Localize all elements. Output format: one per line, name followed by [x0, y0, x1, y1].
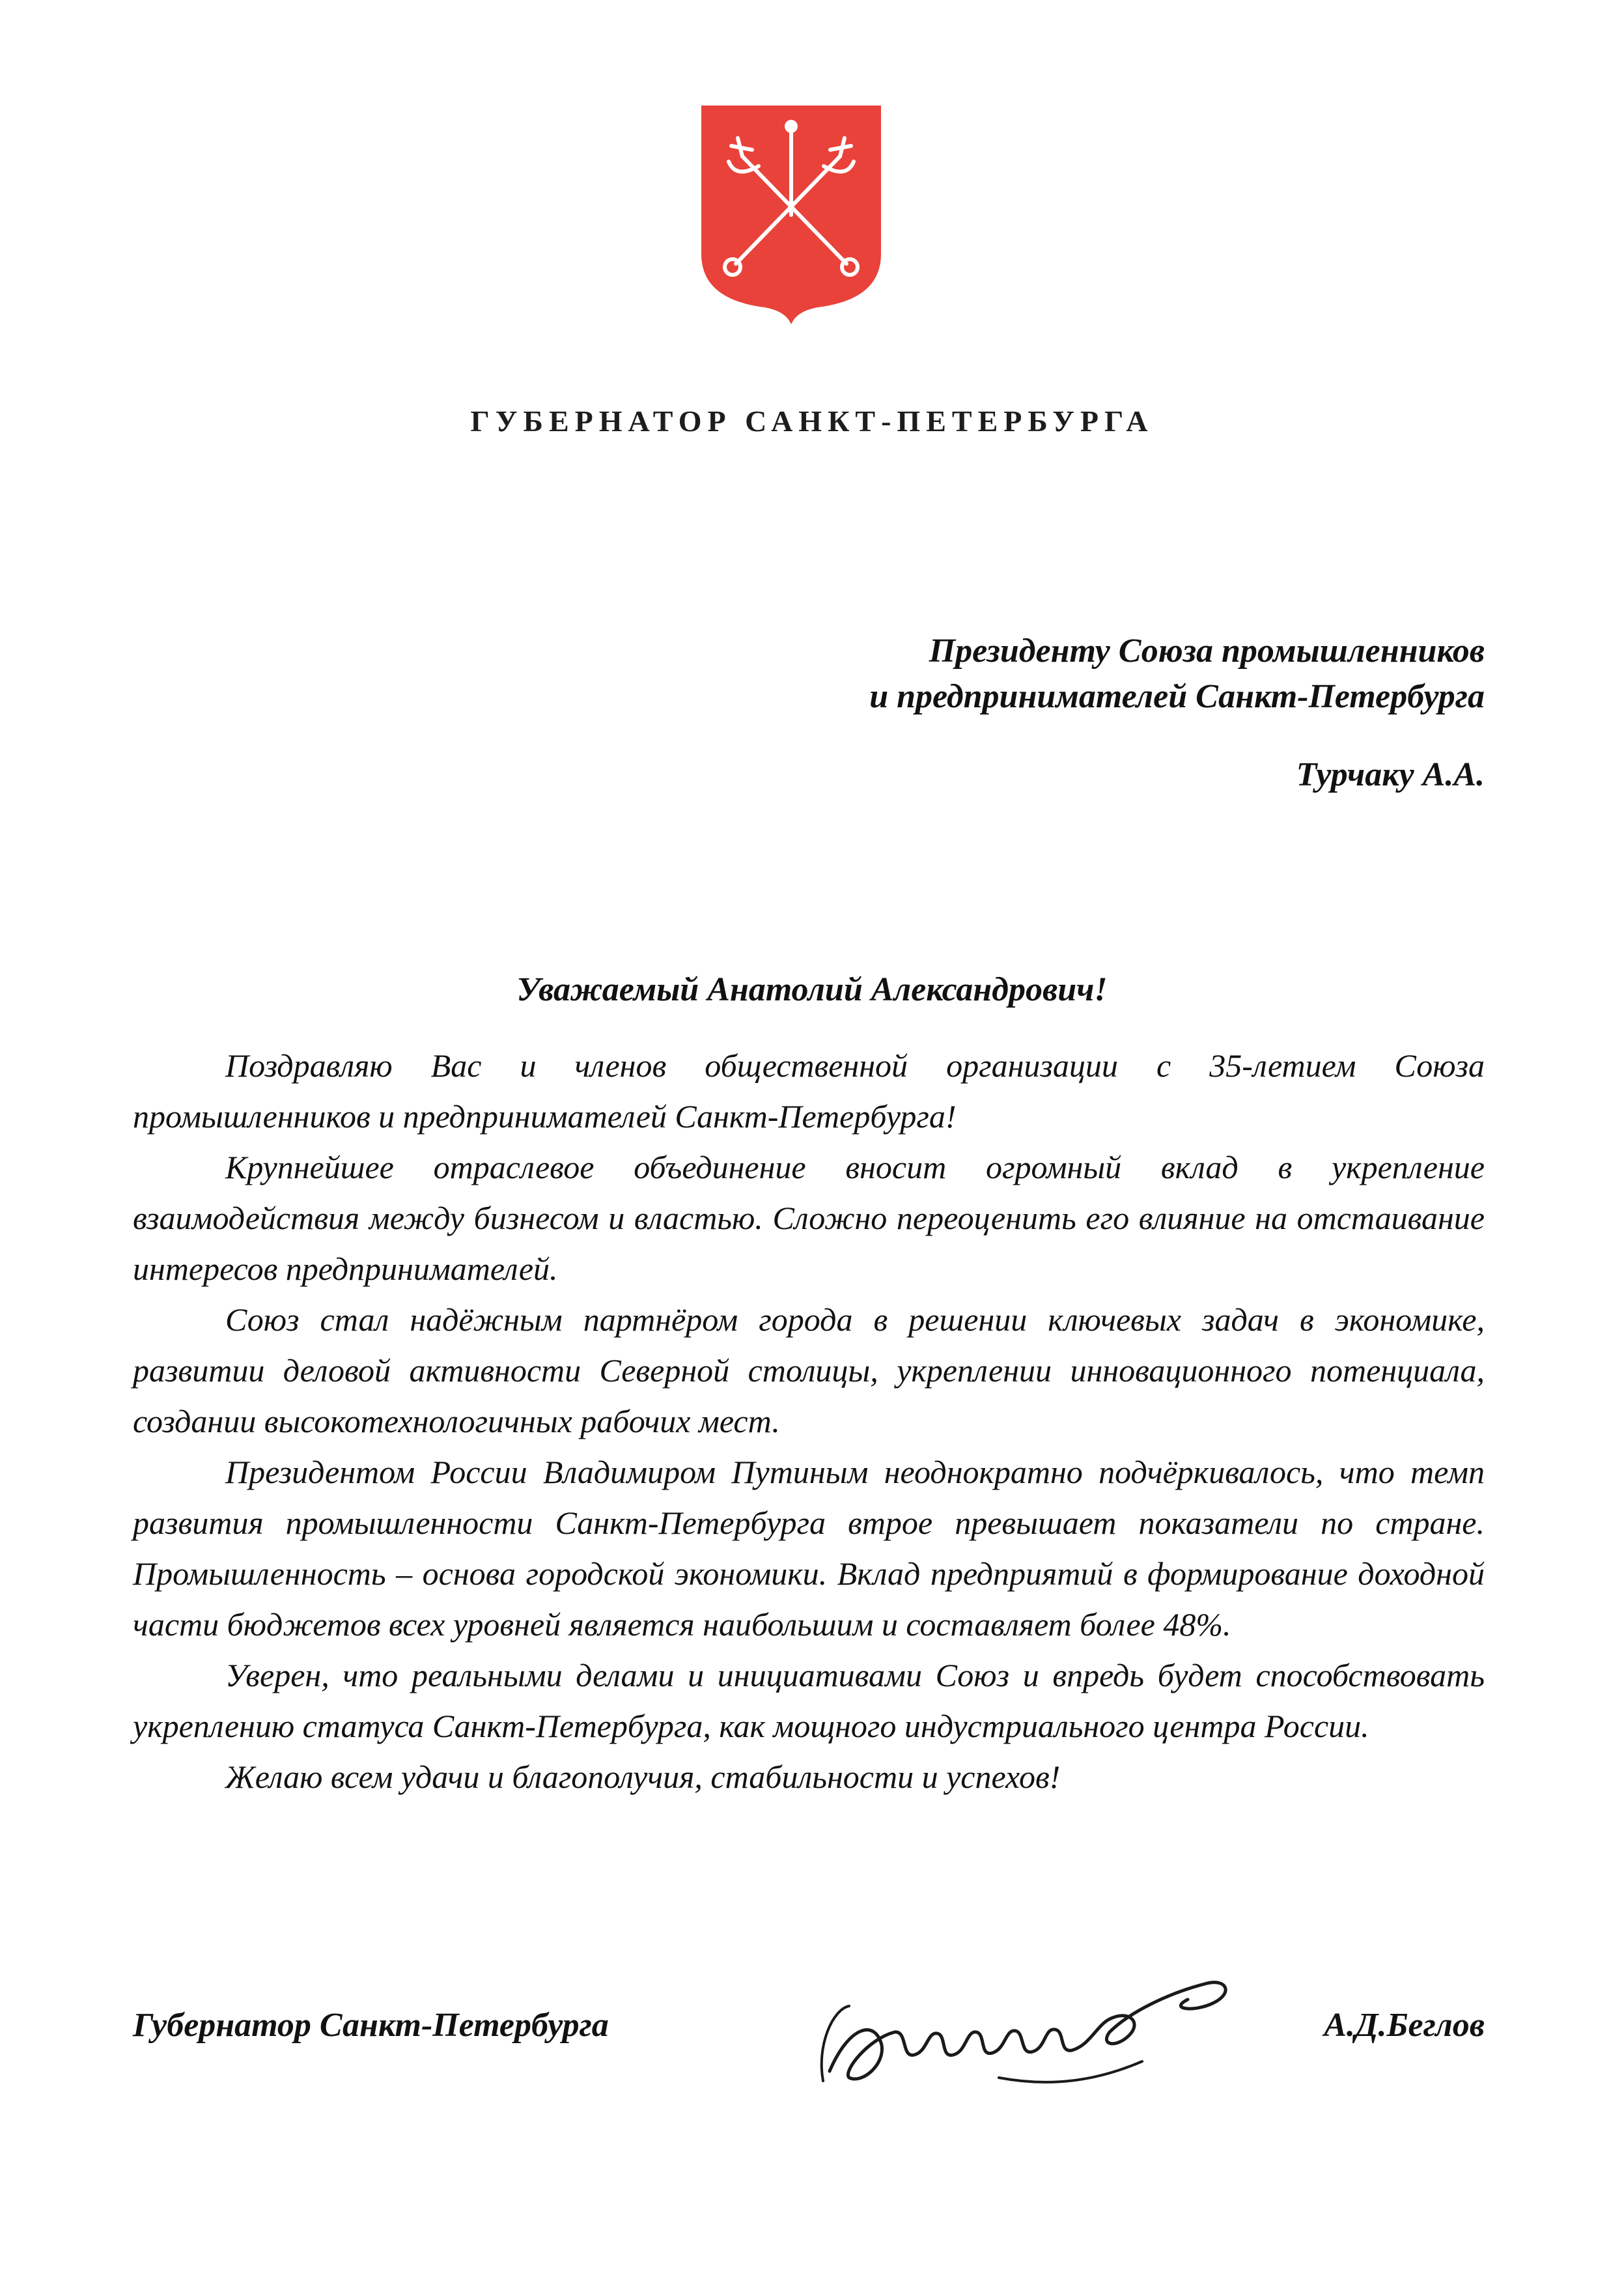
paragraph: Уверен, что реальными делами и инициативами Союз и впредь будет способствовать укреплению статуса Санкт-Петербурга, как мощного индустриального центра России.	[133, 1657, 1485, 1744]
addressee-line-2: и предпринимателей Санкт-Петербурга	[869, 678, 1485, 715]
signer-name: А.Д.Беглов	[1324, 2007, 1485, 2044]
handwritten-signature	[804, 1947, 1259, 2117]
addressee-name: Турчаку А.А.	[1296, 756, 1485, 793]
paragraph: Крупнейшее отраслевое объединение вносит огромный вклад в укрепление взаимодействия между бизнесом и властью. Сложно переоценить его влияние на отстаивание интересов предпринимателей.	[133, 1149, 1485, 1287]
addressee-line-1: Президенту Союза промышленников	[929, 632, 1485, 670]
letter-body	[133, 1040, 1485, 1802]
addressee-block	[508, 629, 1485, 798]
paragraph: Поздравляю Вас и членов общественной организации с 35-летием Союза промышленников и предпринимателей Санкт-Петербурга!	[133, 1047, 1485, 1135]
org-title: ГУБЕРНАТОР САНКТ-ПЕТЕРБУРГА	[470, 404, 1154, 438]
signer-title: Губернатор Санкт-Петербурга	[133, 2007, 609, 2044]
paragraph: Союз стал надёжным партнёром города в решении ключевых задач в экономике, развитии деловой активности Северной столицы, укреплении инновационного потенциала, создании высокотехнологичных рабочих мест.	[133, 1301, 1485, 1439]
saint-petersburg-coat-of-arms-icon	[700, 104, 882, 326]
paragraph: Желаю всем удачи и благополучия, стабильности и успехов!	[225, 1759, 1061, 1795]
signature-block	[133, 1986, 1485, 2117]
salutation: Уважаемый Анатолий Александрович!	[516, 971, 1108, 1008]
paragraph: Президентом России Владимиром Путиным неоднократно подчёркивалось, что темп развития промышленности Санкт-Петербурга втрое превышает показатели по стране. Промышленность – основа городской экономики. Вклад предприятий в формирование доходной части бюджетов всех уровней является наибольшим и составляет более 48%.	[133, 1454, 1485, 1643]
